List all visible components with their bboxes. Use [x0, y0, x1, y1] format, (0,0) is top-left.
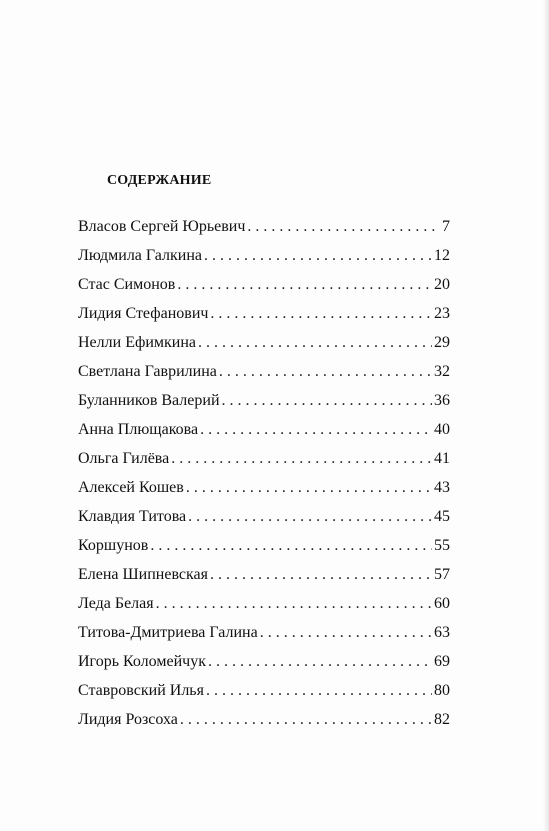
toc-entry-page: 36	[434, 392, 450, 409]
toc-entry[interactable]	[78, 705, 450, 734]
toc-entry-page: 20	[434, 276, 450, 293]
toc-dot-leader	[171, 444, 432, 473]
toc-dot-leader	[206, 676, 432, 705]
toc-entry-name: Анна Плющакова	[78, 421, 199, 438]
toc-entry[interactable]	[78, 502, 450, 531]
toc-dot-leader	[208, 647, 432, 676]
toc-entry-page: 55	[434, 537, 450, 554]
toc-dot-leader	[200, 415, 432, 444]
toc-dot-leader	[210, 299, 432, 328]
toc-entry-name: Елена Шипневская	[78, 566, 209, 583]
toc-entry[interactable]	[78, 531, 450, 560]
toc-entry-name: Ставровский Илья	[78, 682, 204, 699]
toc-entry-name: Коршунов	[78, 537, 149, 554]
toc-dot-leader	[186, 473, 432, 502]
toc-heading: СОДЕРЖАНИЕ	[107, 173, 212, 188]
toc-entry-name: Ольга Гилёва	[78, 450, 170, 467]
toc-entry-page: 23	[434, 305, 450, 322]
toc-dot-leader	[204, 241, 432, 270]
toc-entry[interactable]	[78, 647, 450, 676]
toc-entry-name: Клавдия Титова	[78, 508, 187, 525]
toc-dot-leader	[260, 618, 432, 647]
toc-entry-page: 57	[434, 566, 450, 583]
toc-entry[interactable]	[78, 473, 450, 502]
toc-dot-leader	[210, 560, 432, 589]
toc-dot-leader	[222, 386, 433, 415]
toc-dot-leader	[177, 270, 432, 299]
toc-dot-leader	[198, 328, 432, 357]
toc-entry[interactable]	[78, 560, 450, 589]
toc-entry-page: 7	[442, 218, 450, 235]
toc-entry-name: Светлана Гаврилина	[78, 363, 217, 380]
toc-entry-page: 43	[434, 479, 450, 496]
toc-entry[interactable]	[78, 676, 450, 705]
toc-list	[78, 212, 450, 734]
toc-entry-name: Буланников Валерий	[78, 392, 220, 409]
toc-entry-page: 40	[434, 421, 450, 438]
toc-entry-page: 32	[434, 363, 450, 380]
toc-dot-leader	[156, 589, 432, 618]
toc-entry[interactable]	[78, 415, 450, 444]
toc-entry-name: Алексей Кошев	[78, 479, 184, 496]
toc-dot-leader	[180, 705, 432, 734]
toc-entry-name: Власов Сергей Юрьевич	[78, 218, 246, 235]
toc-entry-name: Игорь Коломейчук	[78, 653, 206, 670]
toc-entry-page: 45	[434, 508, 450, 525]
toc-dot-leader	[188, 502, 432, 531]
toc-entry-name: Титова-Дмитриева Галина	[78, 624, 258, 641]
toc-entry[interactable]	[78, 270, 450, 299]
toc-entry-name: Людмила Галкина	[78, 247, 202, 264]
toc-entry[interactable]	[78, 241, 450, 270]
toc-entry-page: 80	[434, 682, 450, 699]
toc-entry-page: 60	[434, 595, 450, 612]
toc-entry[interactable]	[78, 444, 450, 473]
toc-entry[interactable]	[78, 618, 450, 647]
toc-entry-name: Нелли Ефимкина	[78, 334, 197, 351]
toc-entry[interactable]	[78, 589, 450, 618]
toc-dot-leader	[219, 357, 432, 386]
toc-entry[interactable]	[78, 357, 450, 386]
toc-entry-page: 29	[434, 334, 450, 351]
toc-entry[interactable]	[78, 328, 450, 357]
page-edge-shadow	[543, 0, 549, 831]
toc-entry-name: Лидия Стефанович	[78, 305, 209, 322]
toc-dot-leader	[247, 212, 440, 241]
toc-entry-page: 12	[434, 247, 450, 264]
toc-entry-page: 63	[434, 624, 450, 641]
toc-entry-name: Стас Симонов	[78, 276, 176, 293]
toc-entry[interactable]	[78, 299, 450, 328]
toc-entry[interactable]	[78, 212, 450, 241]
toc-entry-name: Лидия Розсоха	[78, 711, 178, 728]
toc-dot-leader	[150, 531, 432, 560]
toc-entry-page: 69	[434, 653, 450, 670]
toc-entry[interactable]	[78, 386, 450, 415]
toc-entry-page: 41	[434, 450, 450, 467]
toc-entry-page: 82	[434, 711, 450, 728]
toc-entry-name: Леда Белая	[78, 595, 154, 612]
